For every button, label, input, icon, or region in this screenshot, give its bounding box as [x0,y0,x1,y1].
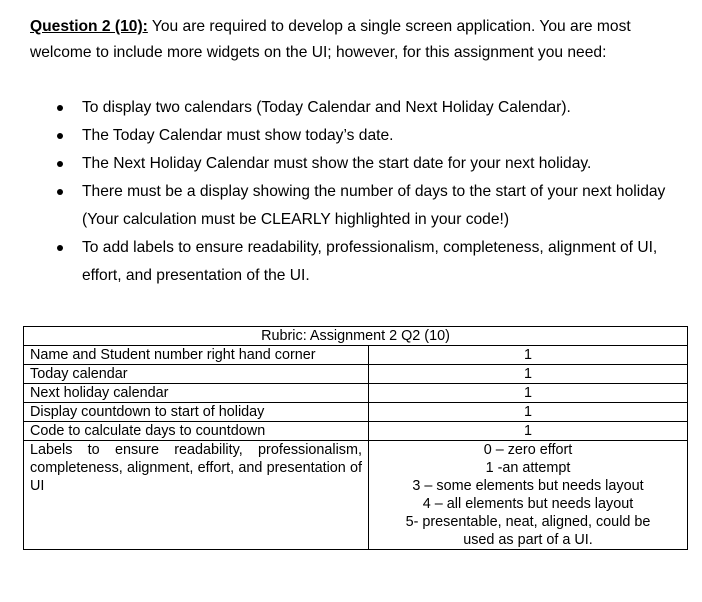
list-item [0,150,702,178]
question-paragraph [30,14,690,66]
mark-scale-line: 0 – zero effort [483,442,573,458]
mark-cell: 1 [369,403,688,422]
bullet-icon [57,133,63,139]
mark-scale-line: 4 – all elements but needs layout [422,496,634,512]
mark-scale-line: used as part of a UI. [463,532,593,548]
mark-cell: 1 [369,422,688,441]
table-row [24,365,688,384]
mark-scale-line: 5- presentable, neat, aligned, could be [405,514,651,530]
list-item [0,178,702,234]
list-item-text: The Next Holiday Calendar must show the start date for your next holiday. [82,155,592,172]
table-row [24,422,688,441]
table-row [24,403,688,422]
list-item [0,122,702,150]
bullet-icon [57,105,63,111]
criterion-cell: Display countdown to start of holiday [24,403,369,422]
mark-scale-line: 1 -an attempt [485,460,571,476]
list-item-text: To display two calendars (Today Calendar and Next Holiday Calendar). [82,99,571,116]
mark-cell: 1 [369,384,688,403]
requirements-list [0,94,702,290]
criterion-cell: Labels to ensure readability, professionalism, completeness, alignment, effort, and presentation of UI [24,441,369,550]
table-row [24,346,688,365]
rubric-title: Rubric: Assignment 2 Q2 (10) [24,327,688,346]
mark-scale-cell [369,441,688,550]
table-row [24,384,688,403]
list-item [0,94,702,122]
rubric-title-row [24,327,688,346]
mark-cell: 1 [369,365,688,384]
criterion-cell: Code to calculate days to countdown [24,422,369,441]
list-item-text: The Today Calendar must show today’s date. [82,127,394,144]
list-item-text: To add labels to ensure readability, professionalism, completeness, alignment of UI, effort, and presentation of the UI. [82,239,658,284]
criterion-cell: Name and Student number right hand corner [24,346,369,365]
mark-scale-line: 3 – some elements but needs layout [412,478,644,494]
criterion-cell: Today calendar [24,365,369,384]
table-row [24,441,688,550]
list-item-text: There must be a display showing the number of days to the start of your next holiday (Your calculation must be CLEARLY highlighted in your code!) [82,183,666,228]
question-intro: You are required to develop a single screen application. You are most welcome to include more widgets on the UI; however, for this assignment you need: [30,18,631,61]
bullet-icon [57,161,63,167]
question-label: Question 2 (10): [30,18,148,35]
criterion-cell: Next holiday calendar [24,384,369,403]
bullet-icon [57,245,63,251]
rubric-table [23,326,688,550]
list-item [0,234,702,290]
mark-cell: 1 [369,346,688,365]
bullet-icon [57,189,63,195]
